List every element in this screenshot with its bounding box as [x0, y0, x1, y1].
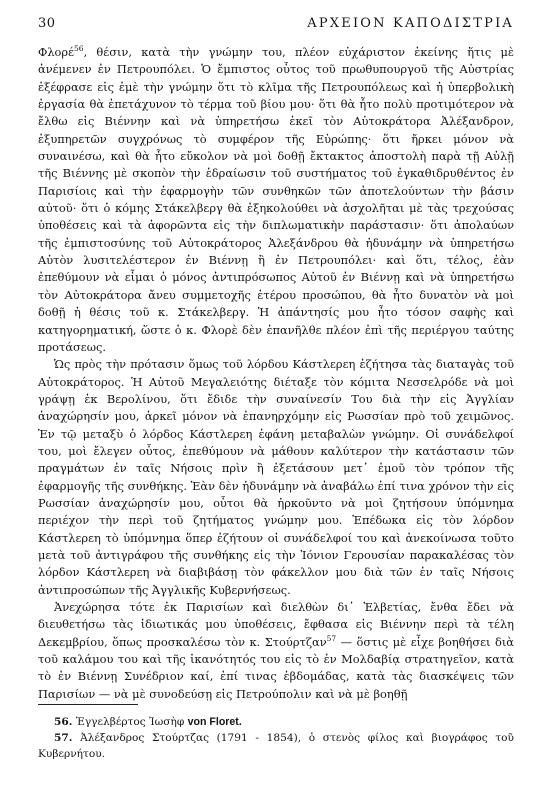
- footnote-56: [38, 714, 514, 730]
- footnote-57: [38, 730, 514, 762]
- footnote-divider: [38, 704, 138, 705]
- page-header: [38, 14, 514, 34]
- page-number: 30: [38, 16, 56, 31]
- document-page: [38, 14, 514, 789]
- footnote-number: 56.: [54, 716, 73, 728]
- body-text: [38, 44, 514, 703]
- footnote-text: Ἀλέξανδρος Στούρτζας (1791 - 1854), ὁ στενὸς φίλος καὶ βιογράφος τοῦ Κυβερνήτου.: [38, 732, 514, 760]
- paragraph-2: Ὡς πρὸς τὴν πρότασιν ὅμως τοῦ λόρδου Κάστλερεη ἐζήτησα τὰς διαταγὰς τοῦ Αὐτοκράτορος. Ἡ Αὐτοῦ Μεγαλειότης διέταξε τὸν κόμιτα Νεσσελρόδε νὰ μοὶ γράψῃ ἐκ Βερολίνου, ὅτι ἔδιδε τὴν συναίνεσίν Του διὰ τὴν εἰς Ἀγγλίαν ἀναχώρησίν μου, ἀρκεῖ μόνον νὰ ἐπανηρχόμην εἰς Ρωσσίαν πρὸ τοῦ χειμῶνος. Ἐν τῷ μεταξὺ ὁ λόρδος Κάστλερεη ἐφάνη μεταβαλὼν γνώμην. Οἱ συνάδελφοί του, μοὶ ἔλεγεν οὗτος, ἐπεθύμουν νὰ μάθουν καλύτερον τὴν κατάστασιν τῶν πραγμάτων ἐν ταῖς Νήσοις πρὶν ἢ ἐξετάσουν μετ᾿ ἐμοῦ τὸν τρόπον τῆς ἐφαρμογῆς τῆς συνθήκης. Ἐὰν δὲν ἠδυνάμην νὰ ἀναβάλω ἐπί τινα χρόνον τὴν εἰς Ρωσσίαν ἀναχώρησίν μου, οὗτοι θὰ ἠρκοῦντο νὰ μοὶ ζητήσουν ὑπόμνημα περιέχον τὴν περὶ τοῦ ζητήματος γνώμην μου. Ἐπέδωκα εἰς τὸν λόρδον Κάστλερεη τὸ ὑπόμνημα ὅπερ ἐζήτουν οἱ συνάδελφοί του καὶ ἀνεκοίνωσα τοῦτο μετὰ τοῦ ἀντιγράφου τῆς συνθήκης εἰς τὴν Ἰόνιον Γερουσίαν παρακαλέσας τὸν λόρδον Κάστλερεη νὰ διαβιβάσῃ τὸν φάκελλον μου διὰ τῶν ἐν ταῖς Νήσοις ἀντιπροσώπων τῆς Ἀγγλικῆς Κυβερνήσεως.: [38, 357, 514, 597]
- paragraph-3-start: Ἀνεχώρησα τότε ἐκ Παρισίων καὶ διελθὼν δι᾿ Ἑλβετίας, ἔνθα ἔδει νὰ διευθετήσω τὰς ἰδιωτικάς μου ὑποθέσεις, ἔφθασα εἰς Βιέννην περὶ τὰ τέλη Δεκεμβρίου, ὅπως προσκαλέσω τὸν κ. Στούρτζαν: [38, 600, 514, 649]
- running-title: ΑΡΧΕΙΟΝ ΚΑΠΟΔΙΣΤΡΙΑ: [307, 16, 514, 31]
- footnote-latin-name: von Floret.: [187, 716, 242, 728]
- paragraph-1: [38, 44, 514, 356]
- footnotes: [38, 714, 514, 762]
- footnote-ref-57: 57: [326, 633, 337, 643]
- paragraph-1-rest: , θέσιν, κατὰ τὴν γνώμην του, πλέον εὐχάριστον ἐκείνης ἥτις μὲ ἀνέμενεν ἐν Πετρουπόλει. Ὁ ἔμπιστος οὗτος τοῦ πρωθυπουργοῦ τῆς Αὐστρίας ἐξέφρασε εἰς ἐμὲ τὴν γνώμην ὅτι τὸ κλῖμα τῆς Πετρουπόλεως καὶ ἡ ὑπερβολικὴ ἐργασία θὰ ἐπετάχυνον τὸ τέρμα τοῦ βίου μου· ὅτι θὰ ἦτο πολὺ προτιμότερον νὰ ἔλθω εἰς Βιέννην καὶ νὰ ὑπηρετήσω ἐκεῖ τὸν Αὐτοκράτορα Ἀλέξανδρον, ἐξυπηρετῶν συγχρόνως τὸ συμφέρον τῆς Εὐρώπης· ὅτι ἤρκει μόνον νὰ συναινέσω, καὶ θὰ ἦτο εὔκολον νὰ μοὶ δοθῇ ἔκτακτος ἀποστολὴ παρὰ τῇ Αὐλῇ τῆς Βιέννης μὲ σκοπὸν τὴν ἑδραίωσιν τοῦ συστήματος τοῦ ἐγκαθιδρυθέντος ἐν Παρισίοις καὶ τὴν ἐφαρμογὴν τῶν συνθηκῶν τῶν ἀποτελούντων τὴν βάσιν αὐτοῦ· ὅτι ὁ κόμης Στάκελβεργ θὰ ἐξηκολούθει νὰ ἀσχολῆται μὲ τὰς τρεχούσας ὑποθέσεις καὶ τὰ ἀφορῶντα εἰς τὴν διπλωματικὴν παράστασιν· ὅτι ἀπολαύων τῆς ἐμπιστοσύνης τοῦ Αὐτοκράτορος Ἀλεξάνδρου θὰ ἠδυνάμην νὰ ὑπηρετήσω Αὐτὸν λυσιτελέστερον ἐν Βιέννῃ ἢ ἐν Πετρουπόλει· καὶ ὅτι, τέλος, ἐὰν ἐπεθύμουν νὰ εἶμαι ὁ μόνος ἀντιπρόσωπος Αὐτοῦ ἐν Βιέννῃ καὶ νὰ ὑπηρετήσω τὸν Αὐτοκράτορα ἄνευ συμμετοχῆς ἑτέρου προσώπου, θὰ ἦτο δυνατὸν νὰ μοὶ δοθῇ ἡ θέσις τοῦ κ. Στάκελβεργ. Ἡ ἀπάντησίς μου ἦτο τόσον σαφὴς καὶ κατηγορηματική, ὥστε ὁ κ. Φλορὲ δὲν ἐπανῆλθε πλέον ἐπὶ τῆς περιέργου ταύτης προτάσεως.: [38, 45, 514, 354]
- paragraph-3: [38, 599, 514, 703]
- paragraph-3-rest: — ὅστις μὲ εἶχε βοηθήσει διὰ τοῦ καλάμου του καὶ τῆς ἱκανότητός του εἰς τὸ ἐν Μολδαβίᾳ στρατηγεῖον, κατὰ τὸ ἐν Βιέννῃ Συνέδριον καί, ἐπί τινας ἑβδομάδας, κατὰ τὰς διασκέψεις τῶν Παρισίων — νὰ μὲ συνοδεύσῃ εἰς Πετρούπολιν καὶ νὰ μὲ βοηθῇ: [38, 634, 514, 701]
- paragraph-1-start: Φλορέ: [38, 45, 75, 59]
- footnote-number: 57.: [54, 732, 73, 744]
- footnote-text: Ἐγγελβέρτος Ἰωσὴφ: [75, 716, 185, 728]
- footnote-ref-56: 56: [74, 44, 84, 53]
